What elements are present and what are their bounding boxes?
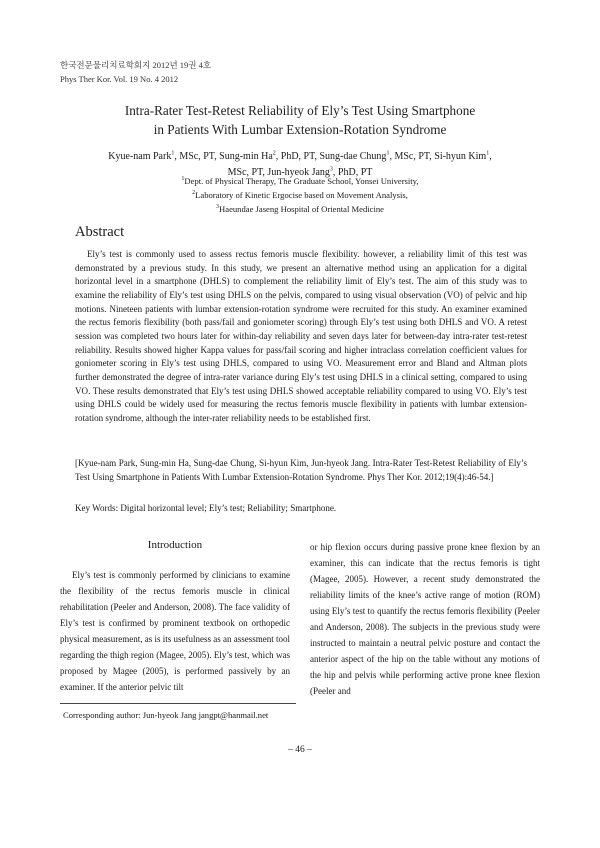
introduction-left-column: Ely’s test is commonly performed by clinicians to examine the flexibility of the rectus femoris muscle in clinical rehabilitation (Peeler and Anderson, 2008). The face validity of Ely’s test is confirmed by prominent textbook on orthopedic physical measurement, as is its usefulness as an assessment tool regarding the thigh region (Magee, 2005). Ely’s test, which was proposed by Magee (2005), is performed passively by an examiner. If the anterior pelvic tilt bbox=[60, 570, 290, 693]
author-line-1 bbox=[40, 149, 560, 165]
author-name: MSc, PT, Jun-hyeok Jang bbox=[227, 167, 330, 178]
page-number: ‒ 46 ‒ bbox=[288, 745, 312, 755]
author-degrees: , bbox=[489, 151, 492, 162]
journal-header bbox=[60, 58, 211, 86]
footnote-divider bbox=[60, 703, 296, 704]
author-name: Kyue-nam Park bbox=[108, 151, 172, 162]
author-name: Si-hyun Kim bbox=[434, 151, 487, 162]
affiliation-2 bbox=[40, 188, 560, 202]
abstract-body: Ely’s test is commonly used to assess rectus femoris muscle flexibility. however, a reliability limit of this test was demonstrated by a previous study. In this study, we present an alternative method using an application for a digital horizontal level in a smartphone (DHLS) to complement the reliability limit of Ely’s test. The aim of this study was to examine the reliability of Ely’s test using DHLS on the pelvis, compared to using visual observation (VO) of pelvic and hip motions. Nineteen patients with lumbar extension-rotation syndrome were recruited for this study. An examiner examined the rectus femoris flexibility (both pass/fail and goniometer scoring) through Ely’s test using both DHLS and VO. A retest session was completed two hours later for within-day reliability and seven days later for between-day intra-rater test-retest reliability. Results showed higher Kappa values for pass/fail scoring and higher intraclass correlation coefficient values for goniometer scoring in Ely’s test using DHLS, compared to using VO. Measurement error and Bland and Altman plots further demonstrated the degree of intra-rater variance during Ely’s test using DHLS in a clinical setting, compared to using VO. These results demonstrated that Ely’s test using DHLS showed acceptable reliability compared to using VO. Ely’s test using DHLS could be widely used for measuring the rectus femoris muscle flexibility in patients with lumbar extension-rotation syndrome, although the inter-rater reliability needs to be established first. bbox=[75, 249, 527, 423]
journal-header-english: Phys Ther Kor. Vol. 19 No. 4 2012 bbox=[60, 74, 179, 84]
affiliation-3 bbox=[40, 202, 560, 216]
affiliation-text: Laboratory of Kinetic Ergocise based on Movement Analysis, bbox=[195, 190, 408, 200]
author-affiliation-mark: 3 bbox=[329, 166, 333, 173]
author-name: Sung-min Ha bbox=[219, 151, 273, 162]
keywords-label: Key Words: bbox=[75, 503, 119, 513]
paper-title bbox=[40, 101, 560, 139]
author-affiliation-mark: 1 bbox=[386, 150, 390, 157]
affiliation-mark: 1 bbox=[181, 176, 185, 183]
affiliation-mark: 2 bbox=[192, 190, 196, 197]
affiliation-text: Haeundae Jaseng Hospital of Oriental Medicine bbox=[219, 204, 384, 214]
affiliation-list bbox=[40, 174, 560, 216]
affiliation-mark: 3 bbox=[216, 204, 220, 211]
introduction-right-column: or hip flexion occurs during passive prone knee flexion by an examiner, this can indicate that the rectus femoris is tight (Magee, 2005). However, a recent study demonstrated the reliability limits of the knee’s active range of motion (ROM) using Ely’s test to quantify the rectus femoris flexibility (Peeler and Anderson, 2008). The subjects in the previous study were instructed to maintain a neutral pelvic posture and contact the anterior aspect of the hip on the table without any motions of the hip and pelvis while performing active prone knee flexion (Peeler and bbox=[310, 542, 540, 697]
author-affiliation-mark: 1 bbox=[486, 150, 490, 157]
affiliation-1 bbox=[40, 174, 560, 188]
keywords-line bbox=[75, 501, 535, 515]
author-name: Sung-dae Chung bbox=[319, 151, 387, 162]
author-affiliation-mark: 2 bbox=[272, 150, 276, 157]
author-degrees: , MSc, PT, bbox=[389, 151, 435, 162]
introduction-heading: Introduction bbox=[147, 539, 203, 551]
keywords-text: Digital horizontal level; Ely’s test; Reliability; Smartphone. bbox=[120, 503, 337, 513]
author-degrees: , MSc, PT, bbox=[174, 151, 220, 162]
affiliation-text: Dept. of Physical Therapy, The Graduate School, Yonsei University, bbox=[184, 176, 419, 186]
author-affiliation-mark: 1 bbox=[171, 150, 175, 157]
author-degrees: , PhD, PT bbox=[332, 167, 373, 178]
corresponding-author-footnote: Corresponding author: Jun-hyeok Jang jangpt@hanmail.net bbox=[63, 710, 269, 720]
citation-block: [Kyue-nam Park, Sung-min Ha, Sung-dae Chung, Si-hyun Kim, Jun-hyeok Jang. Intra-Rater Test-Retest Reliability of Ely’s Test Using Smartphone in Patients With Lumbar Extension-Rotation Syndrome. Phys Ther Kor. 2012;19(4):46-54.] bbox=[75, 458, 527, 482]
paper-title-line-1: Intra-Rater Test-Retest Reliability of Ely’s Test Using Smartphone bbox=[124, 103, 476, 118]
journal-header-korean: 한국전문물리치료학회지 2012년 19권 4호 bbox=[60, 60, 212, 70]
author-degrees: , PhD, PT, bbox=[275, 151, 320, 162]
paper-title-line-2: in Patients With Lumbar Extension-Rotation Syndrome bbox=[153, 122, 447, 137]
abstract-heading: Abstract bbox=[75, 224, 125, 240]
